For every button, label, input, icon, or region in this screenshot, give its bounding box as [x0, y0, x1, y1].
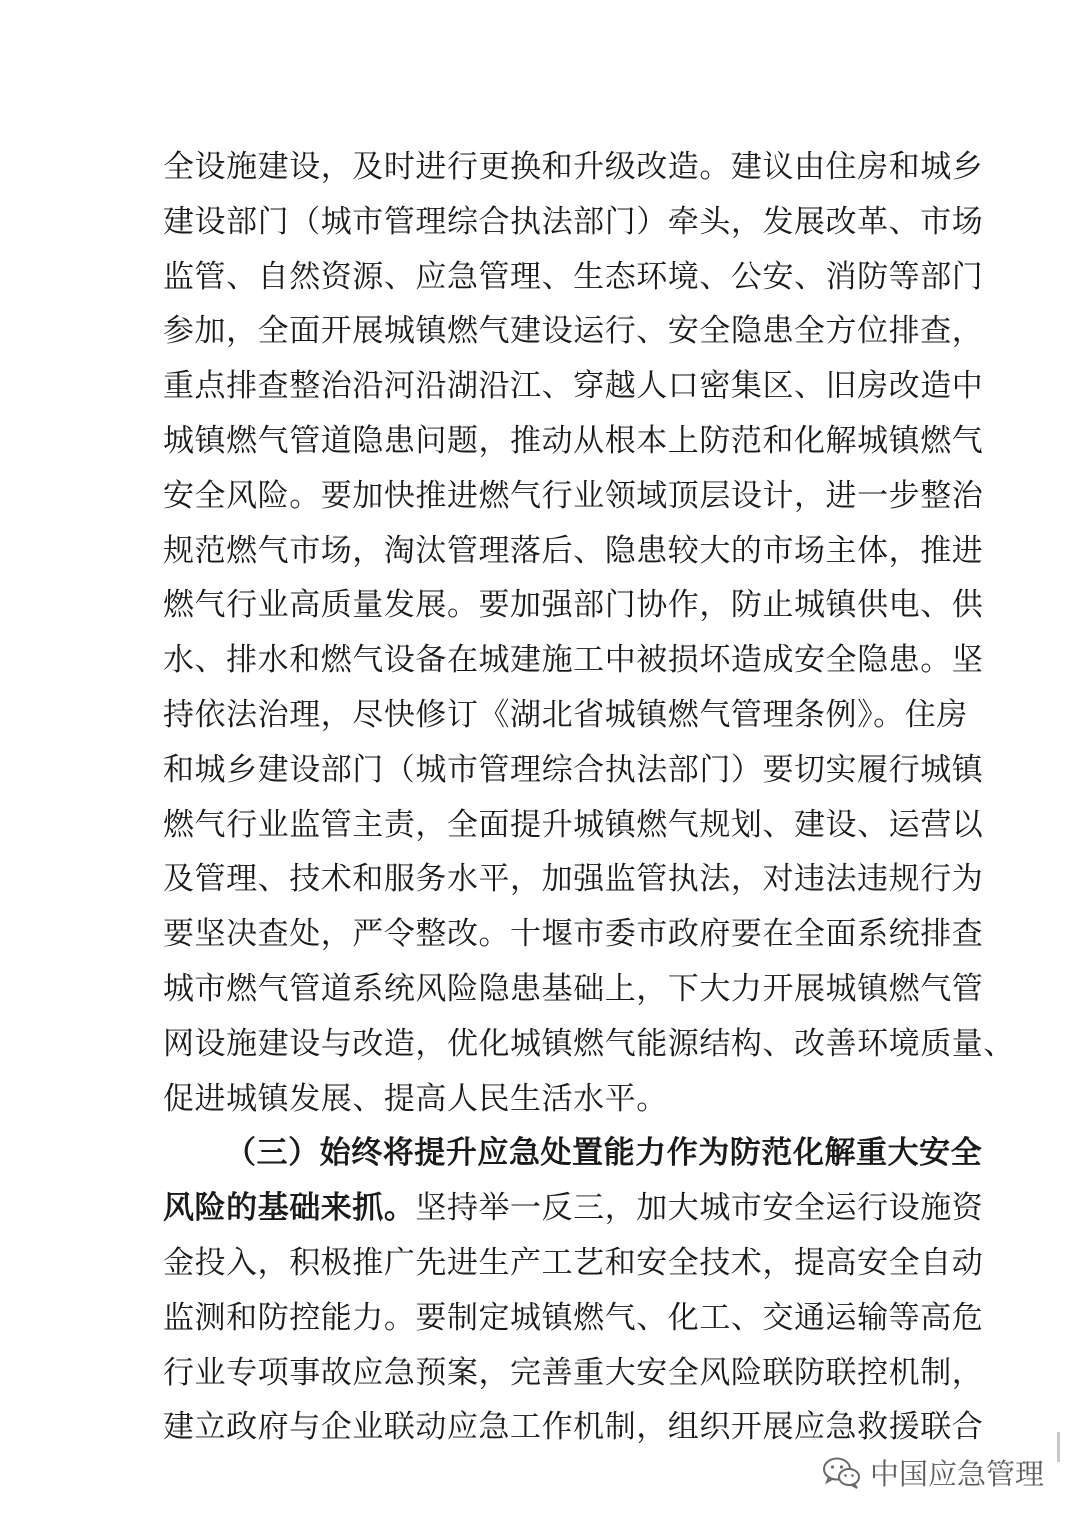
text-line: 要坚决查处，严令整改。十堰市委市政府要在全面系统排查 — [163, 916, 984, 953]
text-line: 金投入，积极推广先进生产工艺和安全技术，提高安全自动 — [163, 1244, 984, 1281]
text-line: 城镇燃气管道隐患问题，推动从根本上防范和化解城镇燃气 — [163, 422, 984, 459]
text-line: 规范燃气市场，淘汰管理落后、隐患较大的市场主体，推进 — [163, 532, 984, 569]
body-text — [163, 140, 1015, 1455]
text-line: 建立政府与企业联动应急工作机制，组织开展应急救援联合 — [163, 1409, 984, 1446]
watermark-text: 中国应急管理 — [869, 1457, 1044, 1491]
section-heading-line — [163, 1126, 983, 1181]
wechat-icon — [822, 1456, 862, 1490]
text-line: 和城乡建设部门（城市管理综合执法部门）要切实履行城镇 — [163, 751, 984, 788]
watermark — [822, 1452, 1044, 1493]
text-line: 网设施建设与改造，优化城镇燃气能源结构、改善环境质量、 — [163, 1025, 1015, 1062]
section-heading: （三）始终将提升应急处置能力作为防范化解重大安全 — [225, 1135, 983, 1172]
text-line: 监管、自然资源、应急管理、生态环境、公安、消防等部门 — [163, 258, 984, 295]
scan-edge-mark — [1057, 1432, 1060, 1462]
text-line: 行业专项事故应急预案，完善重大安全风险联防联控机制， — [163, 1354, 984, 1391]
text-line: 燃气行业高质量发展。要加强部门协作，防止城镇供电、供 — [163, 587, 984, 624]
section-heading-line-2 — [163, 1181, 984, 1236]
text-line: 城市燃气管道系统风险隐患基础上，下大力开展城镇燃气管 — [163, 970, 984, 1007]
text-line: 重点排查整治沿河沿湖沿江、穿越人口密集区、旧房改造中 — [163, 368, 984, 405]
text-line: 安全风险。要加快推进燃气行业领域顶层设计，进一步整治 — [163, 477, 984, 514]
text-line: 持依法治理，尽快修订《湖北省城镇燃气管理条例》。住房 — [163, 696, 968, 733]
text-line: 建设部门（城市管理综合执法部门）牵头，发展改革、市场 — [163, 203, 984, 240]
text-line: 水、排水和燃气设备在城建施工中被损坏造成安全隐患。坚 — [163, 642, 984, 679]
text-line: 促进城镇发展、提高人民生活水平。 — [163, 1080, 668, 1117]
text-line: 全设施建设，及时进行更换和升级改造。建议由住房和城乡 — [163, 149, 984, 185]
text-line: 及管理、技术和服务水平，加强监管执法，对违法违规行为 — [163, 861, 984, 898]
section-body-start: 坚持举一反三，加大城市安全运行设施资 — [415, 1190, 984, 1227]
text-line: 参加，全面开展城镇燃气建设运行、安全隐患全方位排查， — [163, 313, 984, 350]
section-heading-continued: 风险的基础来抓。 — [163, 1190, 416, 1227]
text-line: 燃气行业监管主责，全面提升城镇燃气规划、建设、运营以 — [163, 806, 984, 843]
text-line: 监测和防控能力。要制定城镇燃气、化工、交通运输等高危 — [163, 1299, 984, 1336]
